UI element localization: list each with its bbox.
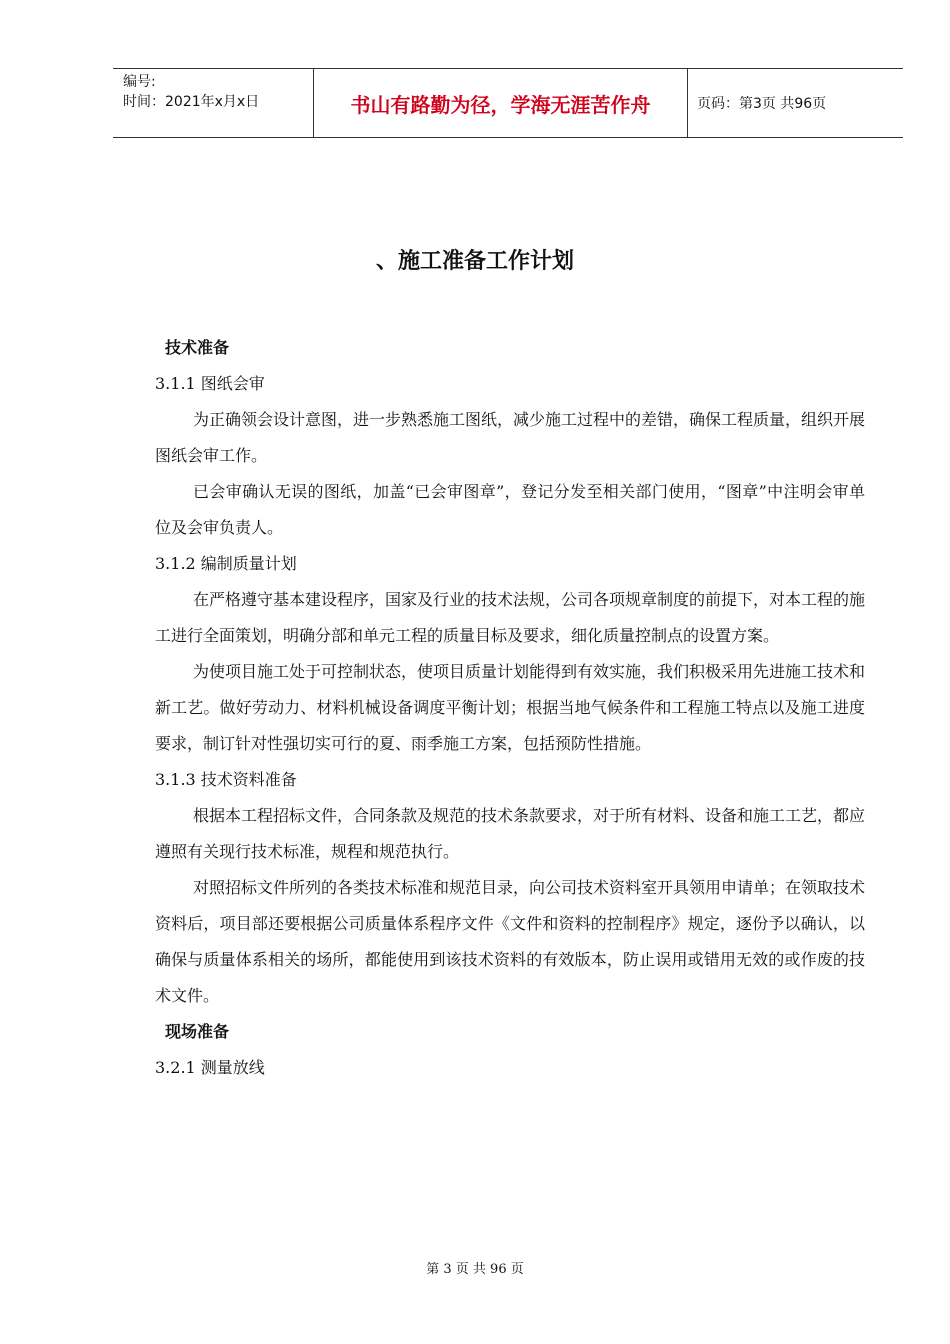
header-motto: 书山有路勤为径，学海无涯苦作舟 [350, 92, 651, 117]
subsection-heading: 3.2.1 测量放线 [155, 1058, 265, 1077]
paragraph: 为正确领会设计意图，进一步熟悉施工图纸，减少施工过程中的差错，确保工程质量，组织开展图纸会审工作。 [155, 410, 866, 465]
page-title: 、施工准备工作计划 [375, 249, 574, 274]
document-body [155, 330, 865, 1086]
paragraph: 根据本工程招标文件，合同条款及规范的技术条款要求，对于所有材料、设备和施工工艺，都应遵照有关现行技术标准，规程和规范执行。 [155, 806, 866, 861]
header-meta [113, 69, 313, 137]
subsection-heading: 3.1.1 图纸会审 [155, 374, 265, 393]
header-page-info: 页码：第3页 共96页 [697, 96, 827, 112]
paragraph: 在严格遵守基本建设程序，国家及行业的技术法规，公司各项规章制度的前提下，对本工程的施工进行全面策划，明确分部和单元工程的质量目标及要求，细化质量控制点的设置方案。 [155, 590, 866, 645]
page-header [113, 68, 903, 138]
divider [687, 69, 688, 137]
subsection-heading: 3.1.2 编制质量计划 [155, 554, 297, 573]
paragraph: 已会审确认无误的图纸，加盖“已会审图章”，登记分发至相关部门使用，“图章”中注明会审单位及会审负责人。 [155, 482, 865, 537]
section-heading: 技术准备 [165, 338, 230, 357]
subsection-heading: 3.1.3 技术资料准备 [155, 770, 297, 789]
paragraph: 为使项目施工处于可控制状态，使项目质量计划能得到有效实施，我们积极采用先进施工技术和新工艺。做好劳动力、材料机械设备调度平衡计划；根据当地气候条件和工程施工特点以及施工进度要求，制订针对性强切实可行的夏、雨季施工方案，包括预防性措施。 [155, 662, 866, 753]
time-label: 时间：2021年x月x日 [123, 94, 260, 110]
section-heading: 现场准备 [165, 1022, 230, 1041]
page-footer: 第 3 页 共 96 页 [426, 1262, 524, 1277]
paragraph: 对照招标文件所列的各类技术标准和规范目录，向公司技术资料室开具领用申请单；在领取技术资料后，项目部还要根据公司质量体系程序文件《文件和资料的控制程序》规定，逐份予以确认，以确保与质量体系相关的场所，都能使用到该技术资料的有效版本，防止误用或错用无效的或作废的技术文件。 [155, 878, 866, 1005]
number-label: 编号: [123, 74, 156, 90]
